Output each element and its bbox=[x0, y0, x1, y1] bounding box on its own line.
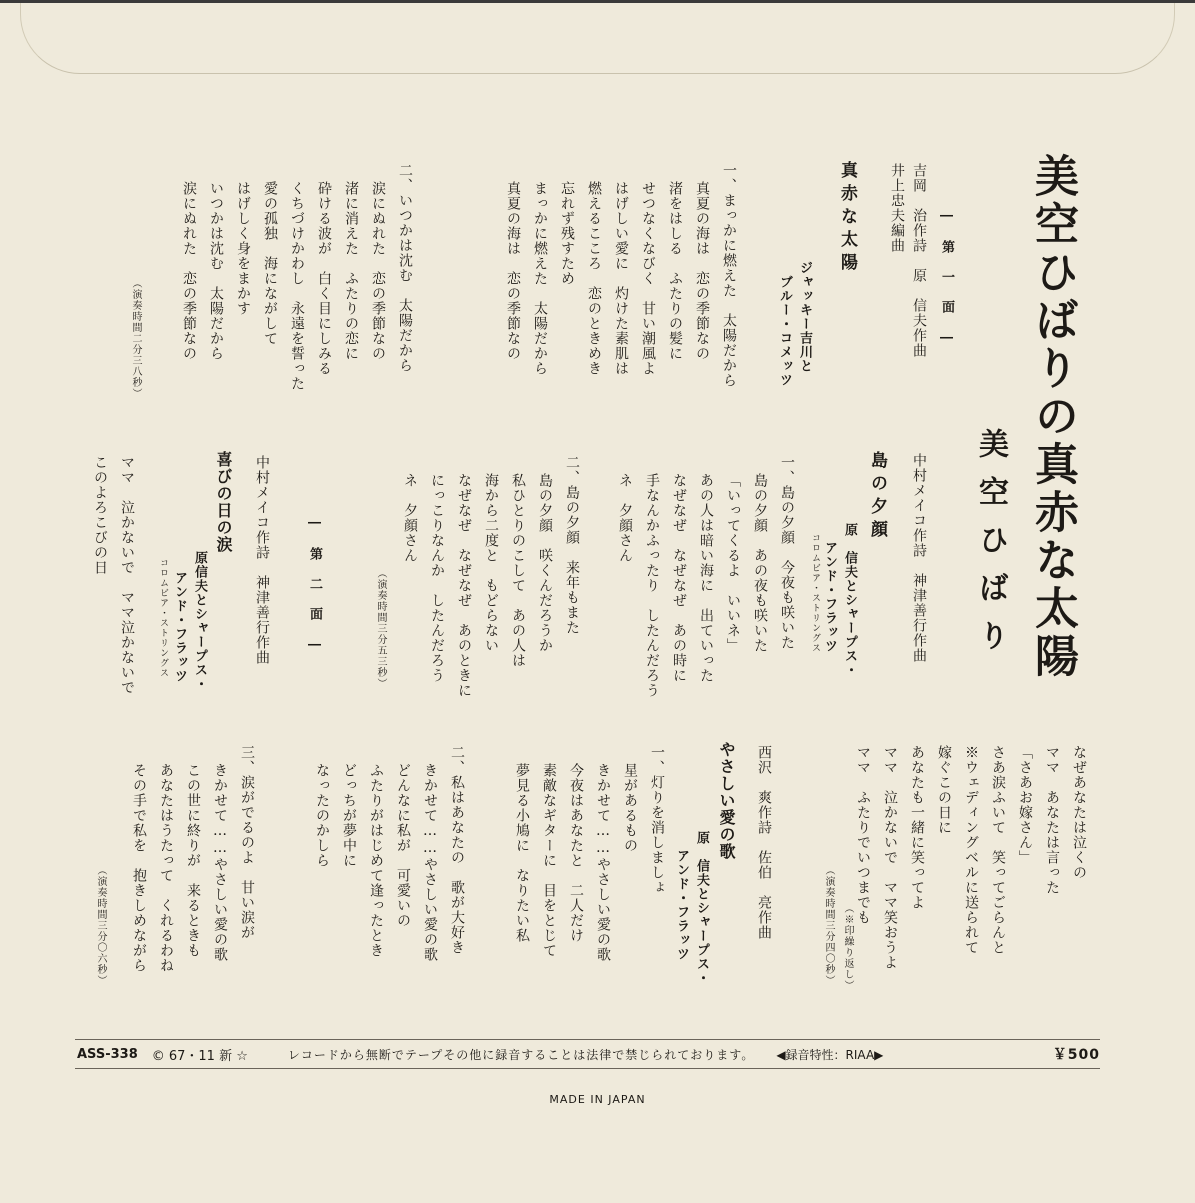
lyric-line: 三、涙がでるのよ 甘い涙が bbox=[239, 745, 255, 940]
credit-line: 井上忠夫編曲 bbox=[889, 163, 905, 253]
lyric-line: きかせて……やさしい愛の歌 bbox=[595, 763, 611, 962]
lyric-line: あの人は暗い海に 出ていった bbox=[698, 473, 714, 683]
duration: （演奏時間三分四〇秒） bbox=[823, 865, 834, 986]
lyric-line: このよろこびの日 bbox=[92, 455, 108, 575]
performer: ブルー・コメッツ bbox=[777, 275, 792, 387]
performer: アンド・フラッツ bbox=[172, 571, 187, 683]
credit-line: 中村メイコ作詩 神津善行作曲 bbox=[911, 453, 927, 663]
performer: ジャッキー吉川と bbox=[797, 261, 812, 373]
riaa-label: ◀録音特性：RIAA▶ bbox=[776, 1047, 884, 1062]
lyric-line: きかせて……やさしい愛の歌 bbox=[212, 763, 228, 962]
duration: （演奏時間三分五三秒） bbox=[375, 568, 386, 689]
lyric-line: ネ 夕顔さん bbox=[617, 473, 633, 563]
lyric-line: 「いってくるよ いいネ」 bbox=[725, 473, 741, 653]
footer-bar bbox=[75, 1039, 1100, 1069]
side-two-label: ― 第 二 面 ― bbox=[307, 515, 322, 653]
lyric-line: なったのかしら bbox=[314, 763, 330, 868]
credit-line: 西沢 爽作詩 佐伯 亮作曲 bbox=[756, 745, 772, 940]
lyric-line: 「さあお嫁さん」 bbox=[1017, 745, 1033, 865]
performer: 原 信夫とシャープス・ bbox=[694, 831, 709, 985]
lyric-line: どんなに私が 可愛いの bbox=[395, 763, 411, 928]
lyric-line: 一、灯りを消しましょ bbox=[649, 745, 665, 895]
lyric-line: ママ あなたは言った bbox=[1044, 745, 1060, 895]
song-title: 真赤な太陽 bbox=[837, 161, 857, 276]
lyric-line: 渚をはしる ふたりの髪に bbox=[667, 181, 683, 361]
lyric-line: いつかは沈む 太陽だから bbox=[208, 181, 224, 361]
lyric-line: 愛の孤独 海にながして bbox=[262, 181, 278, 346]
lyric-line: ※ウェディングベルに送られて bbox=[963, 745, 979, 955]
lyric-line: 一、島の夕顔 今夜も咲いた bbox=[779, 455, 795, 650]
lyric-line: 二、私はあなたの 歌が大好き bbox=[449, 745, 465, 955]
lyric-line: せつなくなびく 甘い潮風よ bbox=[640, 181, 656, 376]
credit-line: 吉岡 治作詩 原 信夫作曲 bbox=[911, 163, 927, 358]
performer: 原 信夫とシャープス・ bbox=[842, 523, 857, 677]
lyric-line: 島の夕顔 あの夜も咲いた bbox=[752, 473, 768, 653]
lyric-line: 海から二度と もどらない bbox=[483, 473, 499, 653]
song-title: 喜びの日の涙 bbox=[214, 451, 233, 553]
lyric-line: 忘れず残すため bbox=[559, 181, 575, 286]
lyric-line: 私ひとりのこして あの人は bbox=[510, 473, 526, 668]
lyric-line: 夢見る小鳩に なりたい私 bbox=[514, 763, 530, 943]
artist-name: 美空ひばり bbox=[973, 428, 1008, 668]
lyric-line: ネ 夕顔さん bbox=[402, 473, 418, 563]
sleeve-flap bbox=[20, 3, 1175, 74]
lyric-line: 二、いつかは沈む 太陽だから bbox=[397, 163, 413, 373]
catalog-number: ASS-338 bbox=[77, 1046, 138, 1062]
made-in-label: MADE IN JAPAN bbox=[549, 1093, 646, 1106]
orchestra: コロムビア・ストリングス bbox=[810, 533, 820, 653]
lyric-line: どっちが夢中に bbox=[341, 763, 357, 868]
lyric-line: 島の夕顔 咲くんだろうか bbox=[537, 473, 553, 653]
lyric-line: あなたはうたって くれるわね bbox=[158, 763, 174, 973]
lyric-line: 涙にぬれた 恋の季節なの bbox=[181, 181, 197, 361]
performer: アンド・フラッツ bbox=[822, 541, 837, 653]
lyric-line: 手なんかふったり したんだろう bbox=[644, 473, 660, 698]
lyric-line: 真夏の海は 恋の季節なの bbox=[505, 181, 521, 361]
lyric-line: 渚に消えた ふたりの恋に bbox=[343, 181, 359, 361]
lyric-line: 星があるもの bbox=[622, 763, 638, 853]
credit-line: 中村メイコ作詩 神津善行作曲 bbox=[254, 455, 270, 665]
lyric-line: はげしく身をまかす bbox=[235, 181, 251, 316]
song-title: やさしい愛の歌 bbox=[717, 741, 736, 860]
copy-notice: レコードから無断でテープその他に録音することは法律で禁じられております。 bbox=[287, 1047, 755, 1062]
note: （※印繰り返し） bbox=[842, 903, 853, 991]
lyric-line: 燃えるこころ 恋のときめき bbox=[586, 181, 602, 376]
performer: 原信夫とシャープス・ bbox=[192, 551, 207, 691]
lyric-line: 真夏の海は 恋の季節なの bbox=[694, 181, 710, 361]
orchestra: コロムビア・ストリングス bbox=[158, 558, 168, 678]
lyric-line: まっかに燃えた 太陽だから bbox=[532, 181, 548, 376]
duration: （演奏時間三分〇六秒） bbox=[95, 865, 106, 986]
lyric-line: 一、まっかに燃えた 太陽だから bbox=[721, 163, 737, 388]
price: ￥500 bbox=[1052, 1047, 1100, 1063]
lyric-line: 涙にぬれた 恋の季節なの bbox=[370, 181, 386, 361]
lyric-line: にっこりなんか したんだろう bbox=[429, 473, 445, 683]
lyric-line: さあ涙ふいて 笑ってごらんと bbox=[990, 745, 1006, 955]
lyric-line: ママ 泣かないで ママ泣かないで bbox=[119, 455, 135, 695]
performer: アンド・フラッツ bbox=[674, 849, 689, 961]
lyric-line: あなたも一緒に笑ってよ bbox=[909, 745, 925, 910]
lyric-line: はげしい愛に 灼けた素肌は bbox=[613, 181, 629, 376]
lyric-line: なぜあなたは泣くの bbox=[1071, 745, 1087, 880]
lyric-line: なぜなぜ なぜなぜ あのときに bbox=[456, 473, 472, 698]
side-one-label: ― 第 一 面 ― bbox=[939, 208, 954, 346]
lyric-line: なぜなぜ なぜなぜ あの時に bbox=[671, 473, 687, 683]
duration: （演奏時間二分三八秒） bbox=[130, 278, 141, 399]
copyright: © 67・11 新 ☆ bbox=[151, 1048, 248, 1064]
album-title: 美空ひばりの真赤な太陽 bbox=[1027, 153, 1078, 681]
lyric-line: 素敵なギターに 目をとじて bbox=[541, 763, 557, 958]
lyric-line: ママ 泣かないで ママ笑おうよ bbox=[882, 745, 898, 970]
lyric-line: きかせて……やさしい愛の歌 bbox=[422, 763, 438, 962]
lyric-line: くちづけかわし 永遠を誓った bbox=[289, 181, 305, 391]
lyric-line: ママ ふたりでいつまでも bbox=[855, 745, 871, 925]
lyric-line: ふたりがはじめて逢ったとき bbox=[368, 763, 384, 958]
lyric-line: 砕ける波が 白く目にしみる bbox=[316, 181, 332, 376]
lyric-line: その手で私を 抱きしめながら bbox=[131, 763, 147, 973]
song-title: 島の夕顔 bbox=[867, 451, 887, 543]
lyric-line: 二、島の夕顔 来年もまた bbox=[564, 455, 580, 635]
lyric-line: 今夜はあなたと 二人だけ bbox=[568, 763, 584, 943]
lyric-line: この世に終りが 来るときも bbox=[185, 763, 201, 958]
lyric-line: 嫁ぐこの日に bbox=[936, 745, 952, 835]
